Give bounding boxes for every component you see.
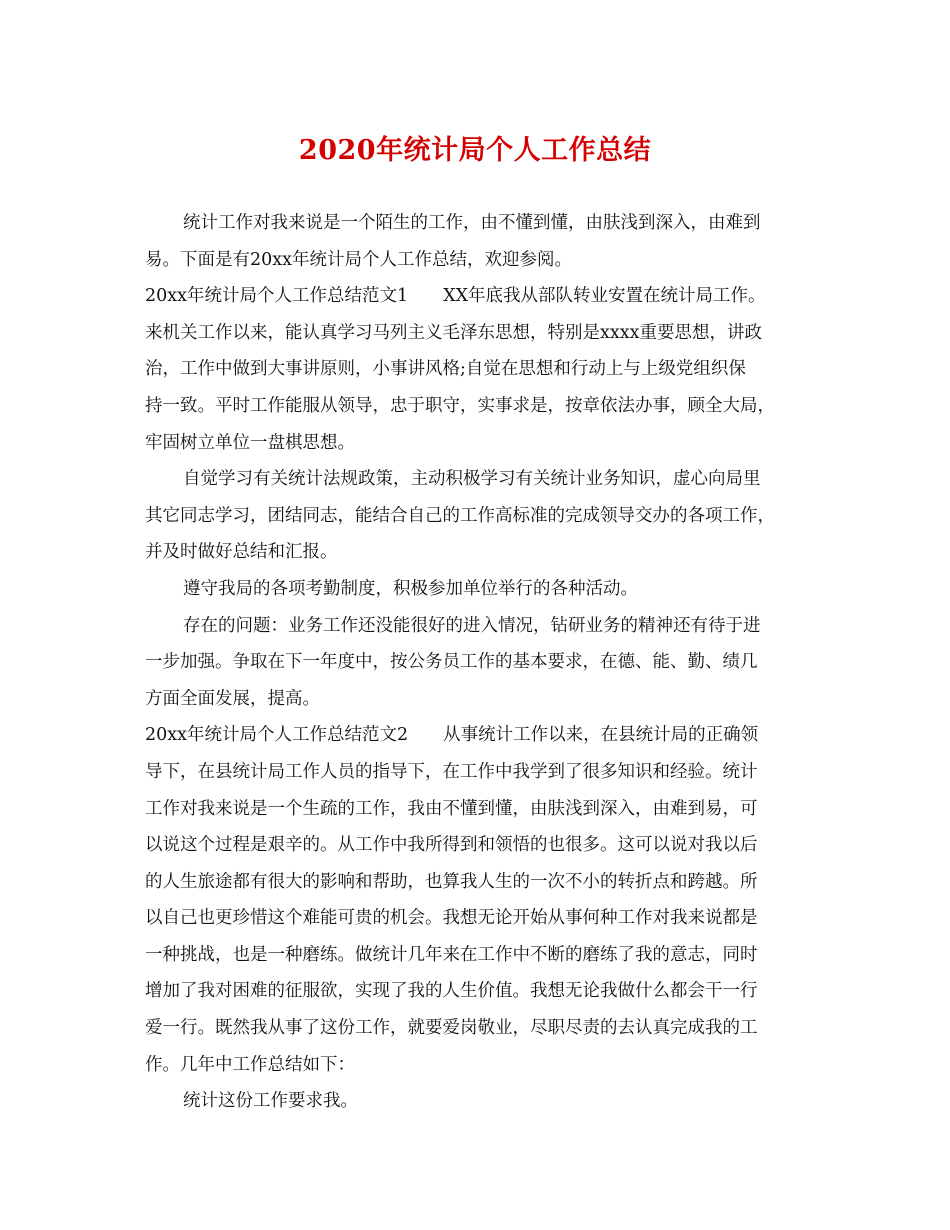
text-line: 并及时做好总结和汇报。: [145, 542, 338, 563]
text-line: 导下，在县统计局工作人员的指导下，在工作中我学到了很多知识和经验。统计: [145, 761, 758, 782]
text-line: 易。下面是有20xx年统计局个人工作总结，欢迎参阅。: [145, 249, 573, 270]
text-line: 增加了我对困难的征服欲，实现了我的人生价值。我想无论我做什么都会干一行: [145, 981, 758, 1002]
text-line: 20xx年统计局个人工作总结范文2 从事统计工作以来，在县统计局的正确领: [145, 725, 759, 746]
text-line: 统计工作对我来说是一个陌生的工作，由不懂到懂，由肤浅到深入，由难到: [183, 213, 761, 233]
text-line: 工作对我来说是一个生疏的工作，我由不懂到懂，由肤浅到深入，由难到易，可: [145, 798, 758, 819]
text-line: 的人生旅途都有很大的影响和帮助，也算我人生的一次不小的转折点和跨越。所: [145, 871, 758, 892]
text-line: 以自己也更珍惜这个难能可贵的机会。我想无论开始从事何种工作对我来说都是: [145, 908, 758, 929]
text-line: 持一致。平时工作能服从领导，忠于职守，实事求是，按章依法办事，顾全大局，: [145, 395, 775, 416]
text-line: 存在的问题：业务工作还没能很好的进入情况，钻研业务的精神还有待于进: [183, 615, 761, 636]
text-line: 治，工作中做到大事讲原则，小事讲风格;自觉在思想和行动上与上级党组织保: [145, 359, 746, 380]
text-line: 爱一行。既然我从事了这份工作，就要爱岗敬业，尽职尽责的去认真完成我的工: [145, 1018, 758, 1039]
text-line: 作。几年中工作总结如下：: [145, 1054, 355, 1075]
text-line: 其它同志学习，团结同志，能结合自己的工作高标准的完成领导交办的各项工作，: [145, 505, 775, 526]
text-line: 一步加强。争取在下一年度中，按公务员工作的基本要求，在德、能、勤、绩几: [145, 652, 758, 673]
document-title: 2020年统计局个人工作总结: [298, 135, 652, 166]
text-line: 自觉学习有关统计法规政策，主动积极学习有关统计业务知识，虚心向局里: [183, 469, 761, 490]
text-line: 统计这份工作要求我。: [183, 1091, 358, 1112]
text-line: 遵守我局的各项考勤制度，积极参加单位举行的各种活动。: [183, 578, 638, 599]
text-line: 一种挑战，也是一种磨练。做统计几年来在工作中不断的磨练了我的意志，同时: [145, 944, 758, 965]
text-line: 牢固树立单位一盘棋思想。: [145, 432, 355, 453]
text-line: 20xx年统计局个人工作总结范文1 XX年底我从部队转业安置在统计局工作。: [145, 286, 766, 307]
document-body: [145, 205, 815, 1120]
text-line: 以说这个过程是艰辛的。从工作中我所得到和领悟的也很多。这可以说对我以后: [145, 835, 758, 856]
text-line: 来机关工作以来，能认真学习马列主义毛泽东思想，特别是xxxx重要思想，讲政: [145, 322, 762, 343]
text-line: 方面全面发展，提高。: [145, 688, 320, 709]
